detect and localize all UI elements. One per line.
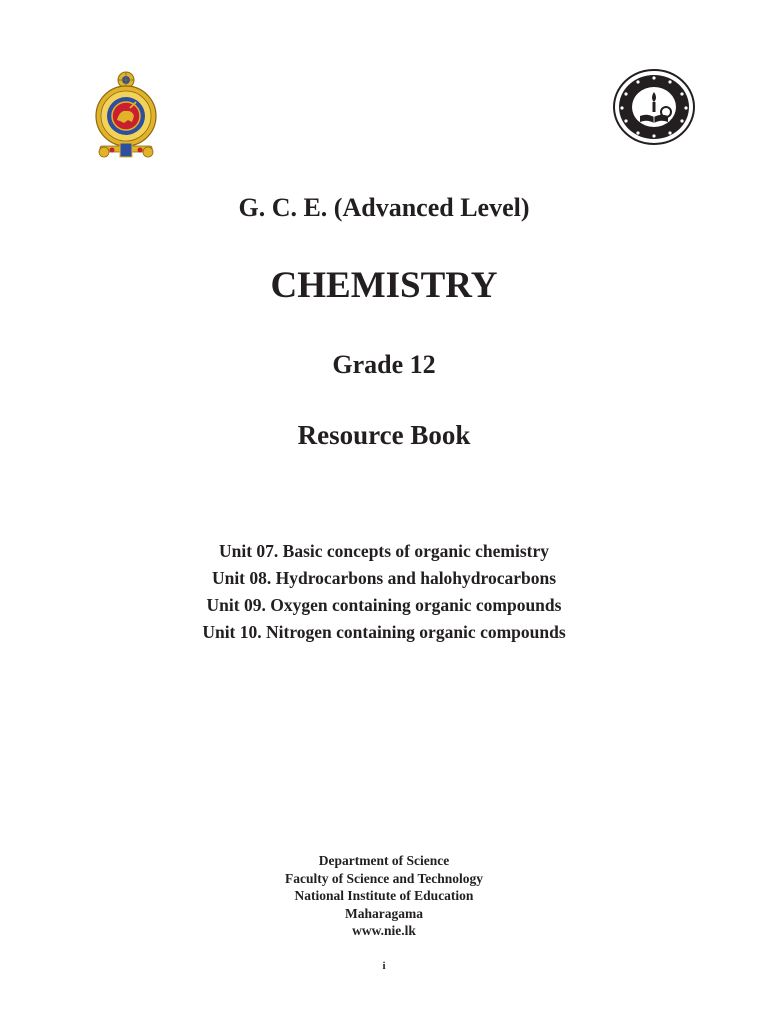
unit-item: Unit 07. Basic concepts of organic chemistry: [218, 541, 550, 561]
book-type-label: Resource Book: [297, 420, 471, 450]
subject-title: CHEMISTRY: [270, 265, 498, 306]
location-name: Maharagama: [345, 905, 423, 921]
department-name: Department of Science: [318, 853, 450, 868]
faculty-name: Faculty of Science and Technology: [284, 870, 483, 886]
nie-seal-icon: [612, 68, 696, 146]
exam-title: G. C. E. (Advanced Level): [238, 193, 530, 222]
page-number: i: [382, 960, 386, 972]
publisher-block: [0, 852, 768, 940]
unit-item: Unit 08. Hydrocarbons and halohydrocarbons: [211, 568, 557, 588]
unit-item: Unit 10. Nitrogen containing organic compounds: [202, 622, 566, 642]
grade-label: Grade 12: [332, 350, 436, 379]
unit-item: Unit 09. Oxygen containing organic compounds: [206, 595, 562, 615]
institute-name: National Institute of Education: [294, 888, 474, 904]
unit-list: [0, 538, 768, 646]
sri-lanka-emblem-icon: [90, 70, 162, 160]
website-link[interactable]: www.nie.lk: [352, 923, 416, 939]
